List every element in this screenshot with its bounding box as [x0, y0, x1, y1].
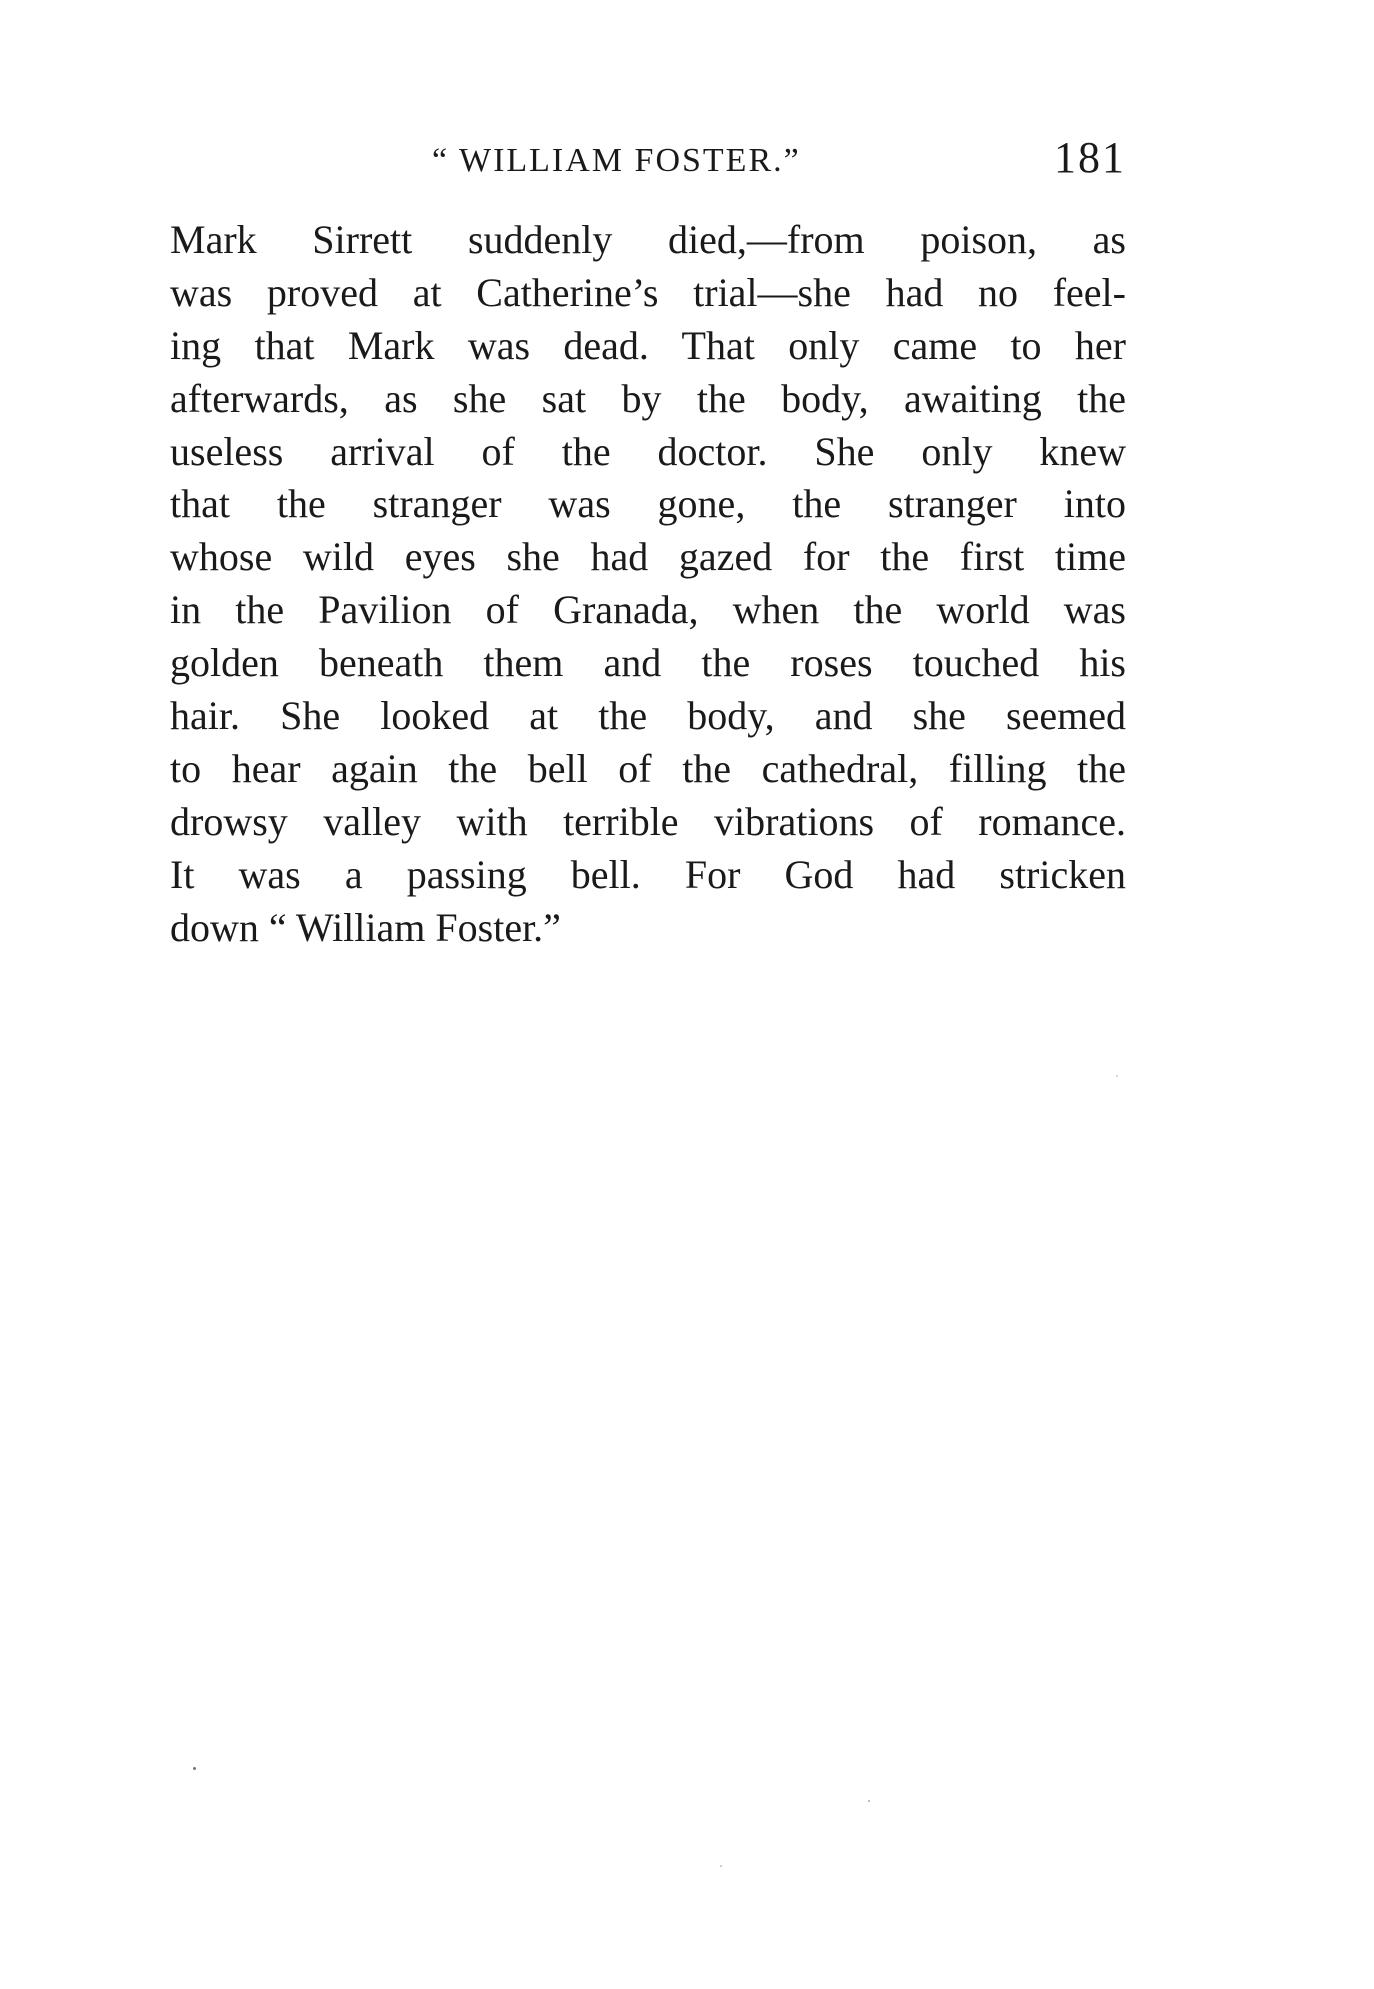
text-line: in the Pavilion of Granada, when the world was: [170, 587, 1126, 633]
running-title: “ WILLIAM FOSTER.”: [432, 142, 801, 179]
text-line: whose wild eyes she had gazed for the first time: [170, 534, 1126, 580]
text-line: It was a passing bell. For God had stricken: [170, 851, 1126, 897]
text-line: to hear again the bell of the cathedral, filling the: [170, 745, 1126, 791]
body-paragraph: [170, 214, 1126, 954]
scan-speck: [720, 1865, 722, 1867]
text-line: down “ William Foster.”: [170, 904, 561, 950]
scan-speck: [868, 1800, 870, 1802]
text-line: hair. She looked at the body, and she seemed: [170, 693, 1126, 739]
text-line: afterwards, as she sat by the body, awaiting the: [170, 375, 1126, 421]
text-line: was proved at Catherine’s trial—she had no feel-: [170, 269, 1126, 315]
text-line: ing that Mark was dead. That only came to her: [170, 322, 1126, 368]
text-line: golden beneath them and the roses touched his: [170, 640, 1126, 686]
text-line: Mark Sirrett suddenly died,—from poison, as: [170, 217, 1126, 262]
scan-speck: [193, 1767, 196, 1770]
text-line: that the stranger was gone, the stranger into: [170, 481, 1126, 527]
scan-speck: [1116, 1075, 1118, 1077]
running-head: [170, 133, 1126, 186]
text-line: useless arrival of the doctor. She only knew: [170, 428, 1126, 474]
text-line: drowsy valley with terrible vibrations of romance.: [170, 798, 1126, 844]
page-number: 181: [1054, 133, 1126, 182]
